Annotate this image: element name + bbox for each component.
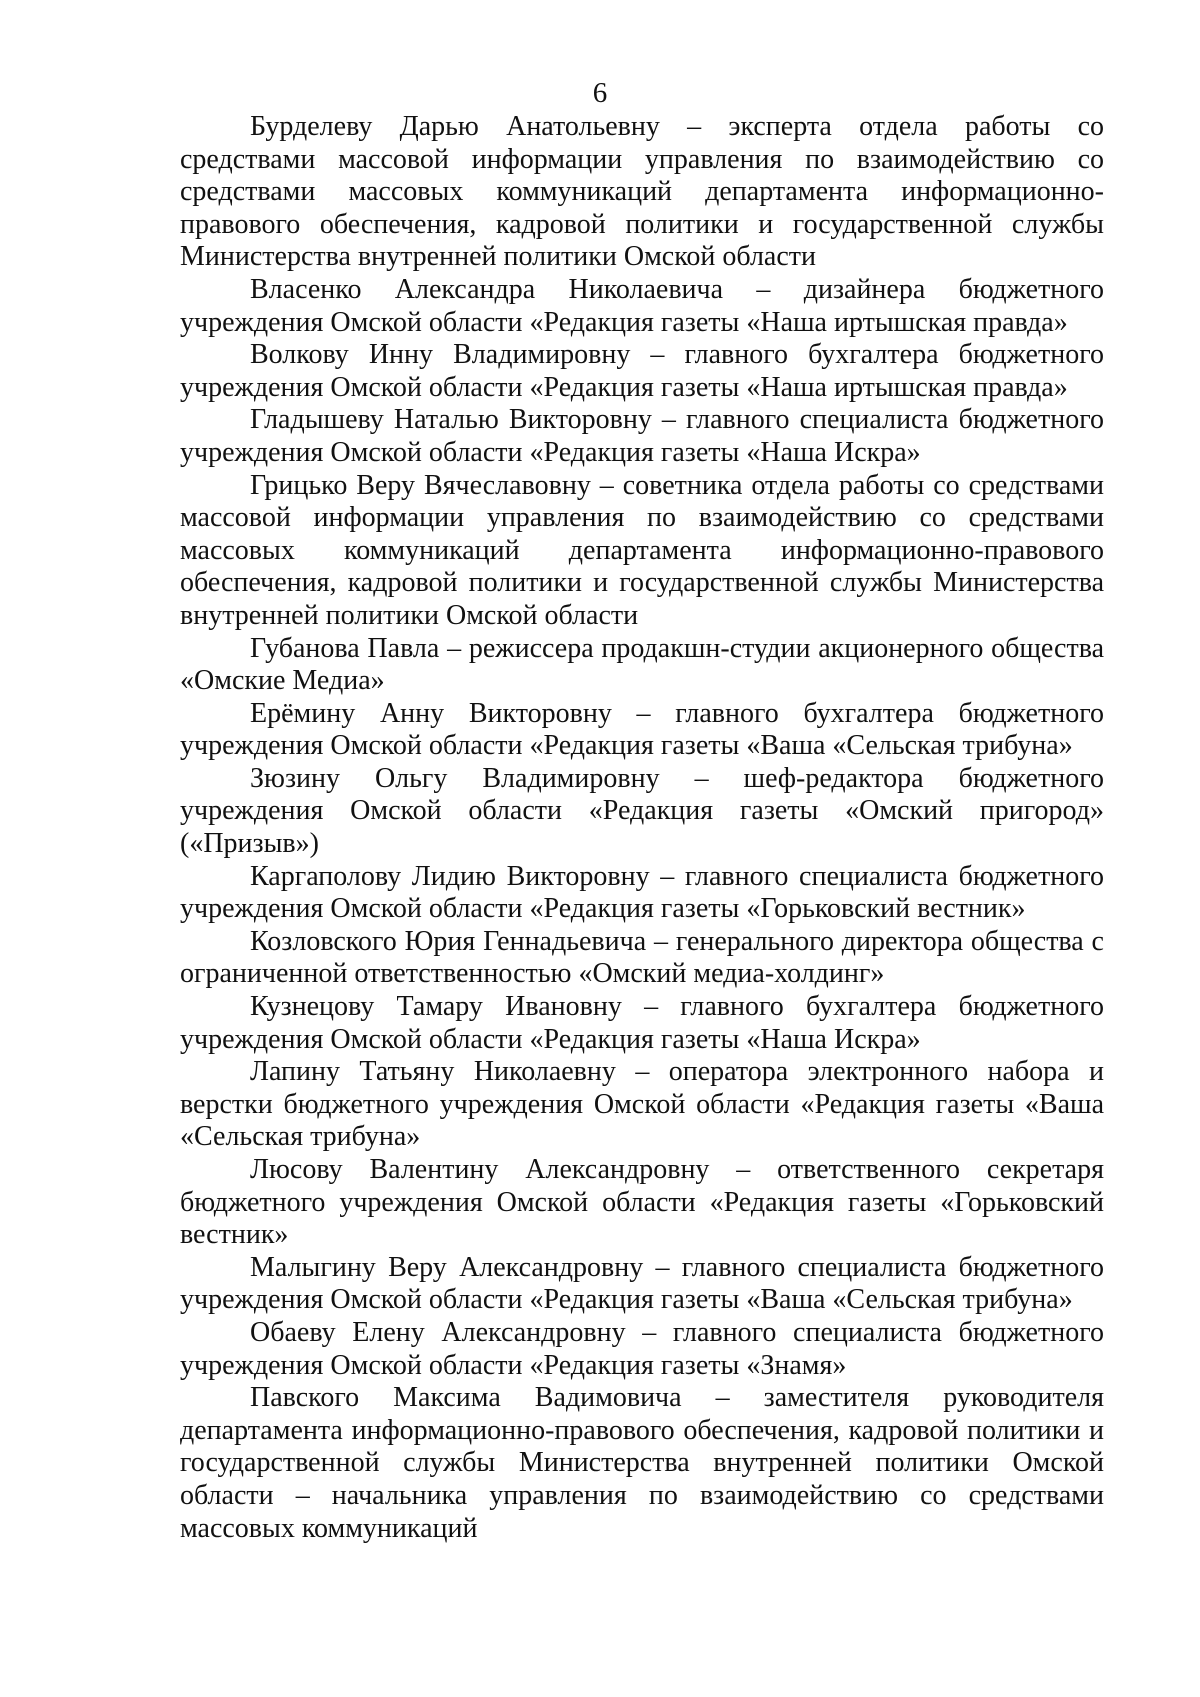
list-entry-pavsky: Павского Максима Вадимовича – заместителя руководителя департамента информационно-правового обеспечения, кадровой политики и государственной службы Министерства внутренней политики Омской области – начальника управления по взаимодействию со средствами массовых коммуникаций [180,1382,1104,1544]
list-entry-eremina: Ерёмину Анну Викторовну – главного бухгалтера бюджетного учреждения Омской области «Редакция газеты «Ваша «Сельская трибуна» [180,697,1104,762]
list-entry-kozlovsky: Козловского Юрия Геннадьевича – генерального директора общества с ограниченной ответственностью «Омский медиа-холдинг» [180,925,1104,990]
list-entry-zyuzina: Зюзину Ольгу Владимировну – шеф-редактора бюджетного учреждения Омской области «Редакция газеты «Омский пригород» («Призыв») [180,762,1104,860]
list-entry-kuznetsova: Кузнецову Тамару Ивановну – главного бухгалтера бюджетного учреждения Омской области «Редакция газеты «Наша Искра» [180,991,1104,1055]
award-list [180,111,1104,1545]
list-entry-gubanov: Губанова Павла – режиссера продакшн-студии акционерного общества «Омские Медиа» [180,632,1104,697]
list-entry-lapina: Лапину Татьяну Николаевну – оператора электронного набора и верстки бюджетного учреждения Омской области «Редакция газеты «Ваша «Сельская трибуна» [180,1056,1104,1153]
list-entry-malygina: Малыгину Веру Александровну – главного специалиста бюджетного учреждения Омской области «Редакция газеты «Ваша «Сельская трибуна» [180,1251,1104,1316]
page-number: 6 [592,77,608,109]
list-entry-gladysheva: Гладышеву Наталью Викторовну – главного специалиста бюджетного учреждения Омской области «Редакция газеты «Наша Искра» [180,404,1104,468]
list-entry-obaeva: Обаеву Елену Александровну – главного специалиста бюджетного учреждения Омской области «Редакция газеты «Знамя» [180,1316,1104,1381]
list-entry-kargapolova: Каргаполову Лидию Викторовну – главного специалиста бюджетного учреждения Омской области «Редакция газеты «Горьковский вестник» [180,860,1104,925]
list-entry-burdeleva: Бурделеву Дарью Анатольевну – эксперта отдела работы со средствами массовой информации управления по взаимодействию со средствами массовых коммуникаций департамента информационно-правового обеспечения, кадровой политики и государственной службы Министерства внутренней политики Омской области [180,111,1104,273]
list-entry-volkova: Волкову Инну Владимировну – главного бухгалтера бюджетного учреждения Омской области «Редакция газеты «Наша иртышская правда» [180,339,1104,403]
list-entry-lyusova: Люсову Валентину Александровну – ответственного секретаря бюджетного учреждения Омской области «Редакция газеты «Горьковский вестник» [180,1154,1104,1251]
list-entry-gritsko: Грицько Веру Вячеславовну – советника отдела работы со средствами массовой информации управления по взаимодействию со средствами массовых коммуникаций департамента информационно-правового обеспечения, кадровой политики и государственной службы Министерства внутренней политики Омской области [180,469,1104,631]
list-entry-vlasenko: Власенко Александра Николаевича – дизайнера бюджетного учреждения Омской области «Редакция газеты «Наша иртышская правда» [180,273,1104,338]
